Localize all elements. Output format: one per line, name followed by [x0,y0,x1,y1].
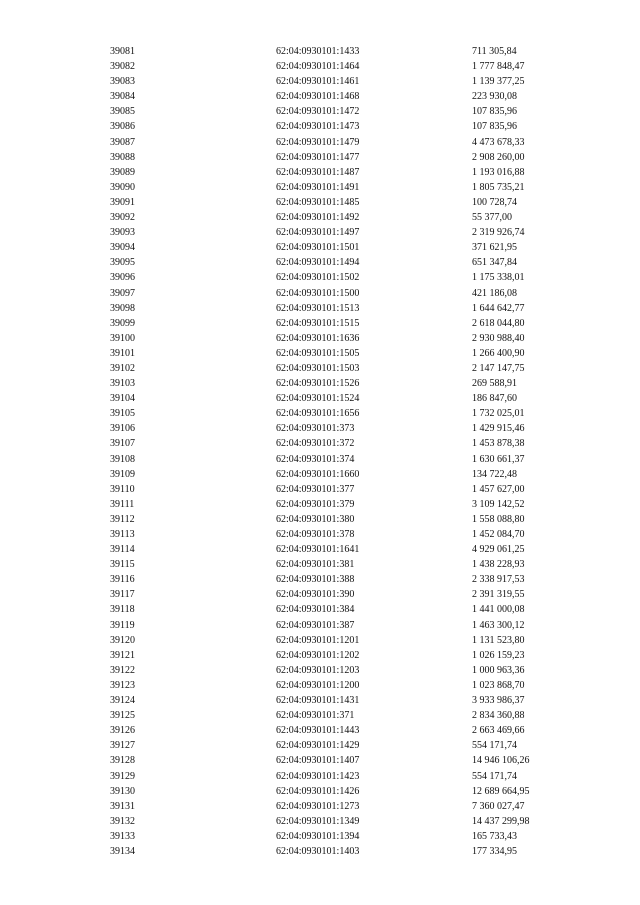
table-row [110,270,572,285]
cadastral-number-cell: 62:04:0930101:1503 [276,362,360,374]
row-number-cell: 39082 [110,61,135,73]
table-row [110,829,572,844]
cadastral-number-cell: 62:04:0930101:1443 [276,725,360,737]
row-number-cell: 39090 [110,181,135,193]
cadastral-number-cell: 62:04:0930101:1203 [276,664,360,676]
table-row [110,678,572,693]
row-number-cell: 39104 [110,393,135,405]
cadastral-value-cell: 1 630 661,37 [472,453,525,465]
cadastral-value-cell: 1 732 025,01 [472,408,525,420]
cadastral-value-cell: 371 621,95 [472,242,517,254]
cadastral-number-cell: 62:04:0930101:1202 [276,649,360,661]
cadastral-number-cell: 62:04:0930101:1394 [276,830,360,842]
row-number-cell: 39094 [110,242,135,254]
cadastral-value-cell: 1 193 016,88 [472,166,525,178]
cadastral-value-cell: 14 437 299,98 [472,815,530,827]
table-row [110,104,572,119]
table-row [110,663,572,678]
table-row [110,44,572,59]
cadastral-value-cell: 2 319 926,74 [472,227,525,239]
row-number-cell: 39095 [110,257,135,269]
table-row [110,316,572,331]
row-number-cell: 39127 [110,740,135,752]
table-row [110,602,572,617]
row-number-cell: 39108 [110,453,135,465]
cadastral-value-cell: 223 930,08 [472,91,517,103]
cadastral-number-cell: 62:04:0930101:1485 [276,196,360,208]
cadastral-value-cell: 177 334,95 [472,845,517,857]
cadastral-value-cell: 2 834 360,88 [472,710,525,722]
cadastral-value-cell: 107 835,96 [472,121,517,133]
table-row [110,376,572,391]
cadastral-value-cell: 1 175 338,01 [472,272,525,284]
row-number-cell: 39118 [110,604,135,616]
table-row [110,346,572,361]
row-number-cell: 39081 [110,46,135,57]
cadastral-number-cell: 62:04:0930101:372 [276,438,355,450]
cadastral-number-cell: 62:04:0930101:1515 [276,317,360,329]
cadastral-value-cell: 14 946 106,26 [472,755,530,767]
row-number-cell: 39109 [110,468,135,480]
cadastral-number-cell: 62:04:0930101:371 [276,710,355,722]
row-number-cell: 39116 [110,574,135,586]
cadastral-number-cell: 62:04:0930101:377 [276,483,355,495]
cadastral-number-cell: 62:04:0930101:1201 [276,634,360,646]
table-row [110,723,572,738]
row-number-cell: 39113 [110,529,135,540]
cadastral-value-cell: 186 847,60 [472,393,517,405]
cadastral-number-cell: 62:04:0930101:1491 [276,181,360,193]
cadastral-number-cell: 62:04:0930101:1200 [276,679,360,691]
row-number-cell: 39103 [110,378,135,390]
table-row [110,240,572,255]
table-row [110,467,572,482]
row-number-cell: 39132 [110,815,135,827]
cadastral-value-cell: 1 000 963,36 [472,664,525,676]
table-row [110,633,572,648]
table-row [110,708,572,723]
cadastral-number-cell: 62:04:0930101:1502 [276,272,360,284]
cadastral-number-cell: 62:04:0930101:378 [276,529,355,540]
table-body [110,44,572,859]
table-row [110,527,572,542]
cadastral-number-cell: 62:04:0930101:1513 [276,302,360,314]
table-row [110,225,572,240]
table-row [110,557,572,572]
table-row [110,572,572,587]
cadastral-number-cell: 62:04:0930101:1426 [276,785,360,797]
row-number-cell: 39131 [110,800,135,812]
table-row [110,421,572,436]
cadastral-number-cell: 62:04:0930101:1505 [276,347,360,359]
cadastral-number-cell: 62:04:0930101:1660 [276,468,360,480]
cadastral-number-cell: 62:04:0930101:1429 [276,740,360,752]
row-number-cell: 39114 [110,544,135,556]
cadastral-value-cell: 1 026 159,23 [472,649,525,661]
cadastral-number-cell: 62:04:0930101:1403 [276,845,360,857]
table-row [110,452,572,467]
cadastral-value-cell: 12 689 664,95 [472,785,530,797]
row-number-cell: 39092 [110,212,135,224]
table-row [110,784,572,799]
cadastral-number-cell: 62:04:0930101:1349 [276,815,360,827]
cadastral-number-cell: 62:04:0930101:1464 [276,61,360,73]
cadastral-value-cell: 134 722,48 [472,468,517,480]
cadastral-value-cell: 1 463 300,12 [472,619,525,631]
row-number-cell: 39101 [110,347,135,359]
row-number-cell: 39110 [110,483,135,495]
cadastral-value-cell: 1 805 735,21 [472,181,525,193]
cadastral-number-cell: 62:04:0930101:381 [276,559,355,571]
row-number-cell: 39129 [110,770,135,782]
cadastral-number-cell: 62:04:0930101:1472 [276,106,360,118]
table-row [110,753,572,768]
cadastral-value-cell: 1 139 377,25 [472,76,525,88]
cadastral-value-cell: 269 588,91 [472,378,517,390]
table-row [110,618,572,633]
cadastral-number-cell: 62:04:0930101:1492 [276,212,360,224]
table-row [110,74,572,89]
cadastral-value-cell: 7 360 027,47 [472,800,525,812]
row-number-cell: 39128 [110,755,135,767]
row-number-cell: 39126 [110,725,135,737]
row-number-cell: 39086 [110,121,135,133]
table-row [110,648,572,663]
row-number-cell: 39122 [110,664,135,676]
table-row [110,391,572,406]
cadastral-number-cell: 62:04:0930101:384 [276,604,355,616]
cadastral-value-cell: 100 728,74 [472,196,517,208]
cadastral-value-cell: 3 933 986,37 [472,695,525,707]
row-number-cell: 39121 [110,649,135,661]
cadastral-value-cell: 554 171,74 [472,740,517,752]
cadastral-value-cell: 1 441 000,08 [472,604,525,616]
cadastral-value-cell: 165 733,43 [472,830,517,842]
row-number-cell: 39084 [110,91,135,103]
cadastral-value-cell: 1 131 523,80 [472,634,525,646]
cadastral-value-cell: 1 457 627,00 [472,483,525,495]
cadastral-value-cell: 1 558 088,80 [472,513,525,525]
table-row [110,255,572,270]
row-number-cell: 39089 [110,166,135,178]
cadastral-value-cell: 1 777 848,47 [472,61,525,73]
cadastral-value-cell: 107 835,96 [472,106,517,118]
cadastral-number-cell: 62:04:0930101:1473 [276,121,360,133]
cadastral-value-cell: 1 644 642,77 [472,302,525,314]
cadastral-value-cell: 1 266 400,90 [472,347,525,359]
cadastral-value-cell: 4 473 678,33 [472,136,525,148]
cadastral-number-cell: 62:04:0930101:1468 [276,91,360,103]
cadastral-value-cell: 1 453 878,38 [472,438,525,450]
row-number-cell: 39112 [110,513,135,525]
row-number-cell: 39105 [110,408,135,420]
row-number-cell: 39098 [110,302,135,314]
table-row [110,301,572,316]
cadastral-number-cell: 62:04:0930101:1423 [276,770,360,782]
row-number-cell: 39099 [110,317,135,329]
cadastral-number-cell: 62:04:0930101:1431 [276,695,360,707]
row-number-cell: 39096 [110,272,135,284]
row-number-cell: 39130 [110,785,135,797]
row-number-cell: 39107 [110,438,135,450]
cadastral-value-cell: 2 338 917,53 [472,574,525,586]
row-number-cell: 39085 [110,106,135,118]
cadastral-value-cell: 2 930 988,40 [472,332,525,344]
row-number-cell: 39119 [110,619,135,631]
row-number-cell: 39123 [110,679,135,691]
row-number-cell: 39093 [110,227,135,239]
row-number-cell: 39134 [110,845,135,857]
row-number-cell: 39117 [110,589,135,601]
cadastral-number-cell: 62:04:0930101:1433 [276,46,360,57]
cadastral-value-cell: 651 347,84 [472,257,517,269]
cadastral-number-cell: 62:04:0930101:1636 [276,332,360,344]
table-row [110,436,572,451]
row-number-cell: 39133 [110,830,135,842]
cadastral-value-cell: 2 663 469,66 [472,725,525,737]
cadastral-number-cell: 62:04:0930101:1494 [276,257,360,269]
table-row [110,210,572,225]
cadastral-value-cell: 421 186,08 [472,287,517,299]
row-number-cell: 39088 [110,151,135,163]
cadastral-value-cell: 711 305,84 [472,46,517,57]
row-number-cell: 39091 [110,196,135,208]
table-row [110,482,572,497]
cadastral-number-cell: 62:04:0930101:1477 [276,151,360,163]
cadastral-value-cell: 2 147 147,75 [472,362,525,374]
row-number-cell: 39097 [110,287,135,299]
table-row [110,814,572,829]
table-row [110,165,572,180]
table-row [110,406,572,421]
table-row [110,195,572,210]
row-number-cell: 39124 [110,695,135,707]
cadastral-value-table [110,44,572,859]
table-row [110,542,572,557]
cadastral-value-cell: 1 438 228,93 [472,559,525,571]
cadastral-number-cell: 62:04:0930101:390 [276,589,355,601]
table-row [110,844,572,859]
cadastral-number-cell: 62:04:0930101:1641 [276,544,360,556]
row-number-cell: 39120 [110,634,135,646]
row-number-cell: 39115 [110,559,135,571]
row-number-cell: 39100 [110,332,135,344]
table-row [110,119,572,134]
cadastral-number-cell: 62:04:0930101:1479 [276,136,360,148]
table-row [110,286,572,301]
cadastral-value-cell: 554 171,74 [472,770,517,782]
cadastral-number-cell: 62:04:0930101:1500 [276,287,360,299]
row-number-cell: 39087 [110,136,135,148]
table-row [110,331,572,346]
table-row [110,150,572,165]
cadastral-number-cell: 62:04:0930101:1524 [276,393,360,405]
row-number-cell: 39111 [110,498,135,510]
cadastral-number-cell: 62:04:0930101:1526 [276,378,360,390]
cadastral-number-cell: 62:04:0930101:387 [276,619,355,631]
cadastral-number-cell: 62:04:0930101:1656 [276,408,360,420]
table-row [110,512,572,527]
cadastral-value-cell: 1 429 915,46 [472,423,525,435]
cadastral-number-cell: 62:04:0930101:1487 [276,166,360,178]
cadastral-value-cell: 3 109 142,52 [472,498,525,510]
cadastral-value-cell: 4 929 061,25 [472,544,525,556]
cadastral-number-cell: 62:04:0930101:380 [276,513,355,525]
cadastral-number-cell: 62:04:0930101:379 [276,498,355,510]
cadastral-number-cell: 62:04:0930101:1407 [276,755,360,767]
table-row [110,738,572,753]
cadastral-number-cell: 62:04:0930101:1497 [276,227,360,239]
cadastral-number-cell: 62:04:0930101:388 [276,574,355,586]
cadastral-value-cell: 1 023 868,70 [472,679,525,691]
cadastral-number-cell: 62:04:0930101:1273 [276,800,360,812]
cadastral-value-cell: 2 908 260,00 [472,151,525,163]
table-row [110,180,572,195]
row-number-cell: 39125 [110,710,135,722]
cadastral-number-cell: 62:04:0930101:1461 [276,76,360,88]
cadastral-number-cell: 62:04:0930101:374 [276,453,355,465]
table-row [110,59,572,74]
row-number-cell: 39102 [110,362,135,374]
table-row [110,587,572,602]
cadastral-number-cell: 62:04:0930101:1501 [276,242,360,254]
table-row [110,361,572,376]
cadastral-value-cell: 2 391 319,55 [472,589,525,601]
row-number-cell: 39083 [110,76,135,88]
table-row [110,799,572,814]
cadastral-value-cell: 55 377,00 [472,212,512,224]
row-number-cell: 39106 [110,423,135,435]
table-row [110,769,572,784]
cadastral-value-cell: 1 452 084,70 [472,529,525,540]
table-row [110,497,572,512]
table-row [110,89,572,104]
table-row [110,135,572,150]
cadastral-value-cell: 2 618 044,80 [472,317,525,329]
table-row [110,693,572,708]
cadastral-number-cell: 62:04:0930101:373 [276,423,355,435]
